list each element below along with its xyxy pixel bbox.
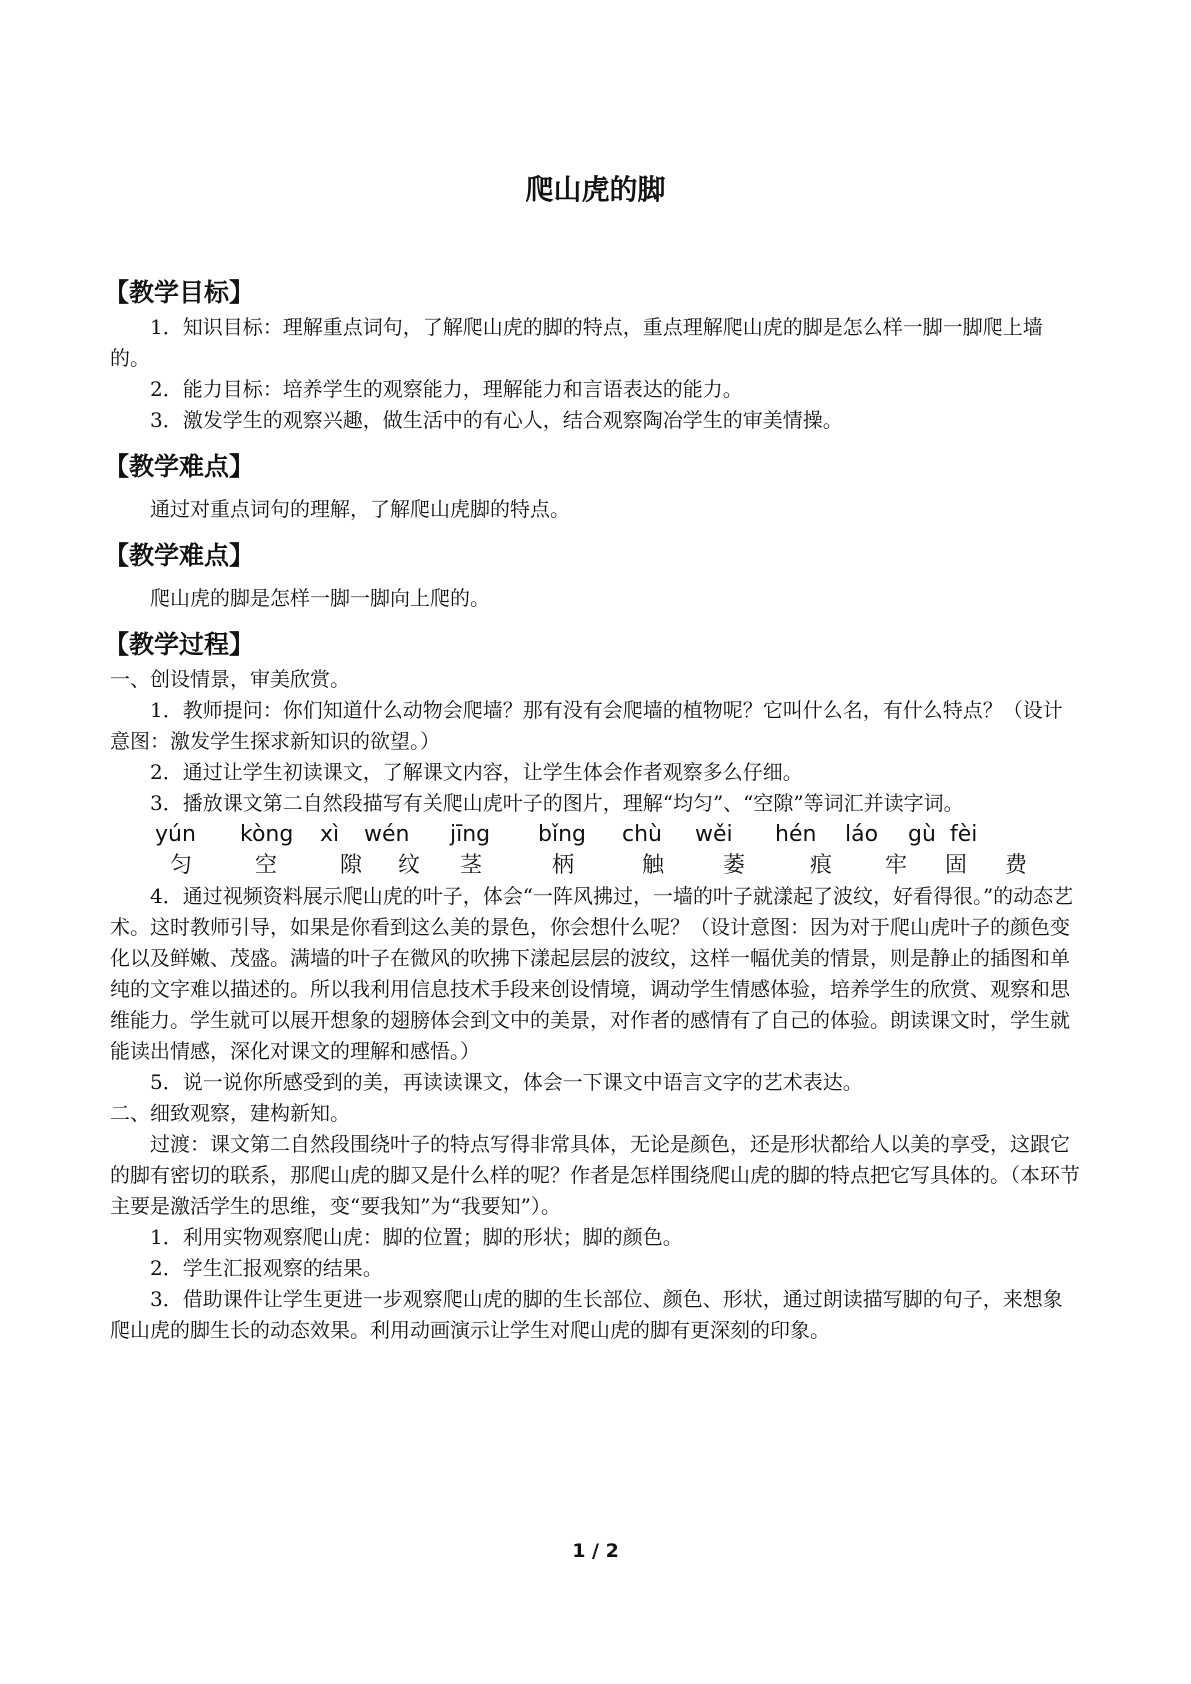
- page-title: 爬山虎的脚: [525, 173, 666, 206]
- process-item: 1．利用实物观察爬山虎：脚的位置；脚的形状；脚的颜色。: [150, 1225, 683, 1249]
- pinyin: jīng: [450, 822, 491, 847]
- process-item: 3．播放课文第二自然段描写有关爬山虎叶子的图片，理解“均匀”、“空隙”等词汇并读字词。: [150, 791, 964, 815]
- pinyin: wěi: [695, 822, 733, 847]
- pinyin: hén: [775, 822, 817, 847]
- pinyin: wén: [364, 822, 410, 847]
- process-transition: 过渡：课文第二自然段围绕叶子的特点写得非常具体，无论是颜色，还是形状都给人以美的享受，这跟它的脚有密切的联系，那爬山虎的脚又是什么样的呢？作者是怎样围绕爬山虎的脚的特点把它写具体的。（本环节主要是激活学生的思维，变“要我知”为“我要知”）。: [110, 1132, 1080, 1218]
- pinyin-row: [110, 819, 1080, 850]
- process-item: 3．借助课件让学生更进一步观察爬山虎的脚的生长部位、颜色、形状，通过朗读描写脚的句子，来想象爬山虎的脚生长的动态效果。利用动画演示让学生对爬山虎的脚有更深刻的印象。: [110, 1287, 1063, 1342]
- pinyin: láo: [845, 822, 879, 847]
- character: 牢: [885, 853, 908, 878]
- character: 柄: [552, 853, 575, 878]
- part-title: 一、创设情景，审美欣赏。: [110, 667, 350, 691]
- character: 固: [945, 853, 968, 878]
- character: 萎: [723, 853, 746, 878]
- section-heading: 【教学难点】: [104, 452, 255, 481]
- character: 纹: [398, 853, 421, 878]
- pinyin: yún: [155, 822, 196, 847]
- process-item: 5．说一说你所感受到的美，再读读课文，体会一下课文中语言文字的艺术表达。: [150, 1070, 863, 1094]
- pinyin: kòng: [240, 822, 294, 847]
- goal-item: 1．知识目标：理解重点词句，了解爬山虎的脚的特点，重点理解爬山虎的脚是怎么样一脚一脚爬上墙的。: [110, 315, 1043, 370]
- process-item: 4．通过视频资料展示爬山虎的叶子，体会“一阵风拂过，一墙的叶子就漾起了波纹，好看得很。”的动态艺术。这时教师引导，如果是你看到这么美的景色，你会想什么呢？（设计意图：因为对于爬山虎叶子的颜色变化以及鲜嫩、茂盛。满墙的叶子在微风的吹拂下漾起层层的波纹，这样一幅优美的情景，则是静止的插图和单纯的文字难以描述的。所以我利用信息技术手段来创设情境，调动学生情感体验，培养学生的欣赏、观察和思维能力。学生就可以展开想象的翅膀体会到文中的美景，对作者的感情有了自己的体验。朗读课文时，学生就能读出情感，深化对课文的理解和感悟。）: [110, 884, 1074, 1063]
- pinyin: xì: [320, 822, 340, 847]
- character: 茎: [460, 853, 483, 878]
- section-difficulty: [104, 537, 1080, 614]
- character: 痕: [810, 853, 833, 878]
- section-heading: 【教学难点】: [104, 541, 255, 570]
- pinyin: chù: [622, 822, 662, 847]
- character: 空: [255, 853, 278, 878]
- section-heading: 【教学过程】: [104, 630, 255, 659]
- pinyin: gù: [908, 822, 936, 847]
- process-item: 1．教师提问：你们知道什么动物会爬墙？那有没有会爬墙的植物呢？它叫什么名，有什么特点？（设计意图：激发学生探求新知识的欲望。）: [110, 698, 1063, 753]
- character: 匀: [170, 853, 193, 878]
- character: 隙: [340, 853, 363, 878]
- goal-item: 3．激发学生的观察兴趣，做生活中的有心人，结合观察陶冶学生的审美情操。: [150, 408, 843, 432]
- pinyin: bǐng: [538, 822, 586, 847]
- process-item: 2．学生汇报观察的结果。: [150, 1256, 383, 1280]
- section-heading: 【教学目标】: [104, 278, 255, 307]
- part-title: 二、细致观察，建构新知。: [110, 1101, 350, 1125]
- key-text: 通过对重点词句的理解，了解爬山虎脚的特点。: [150, 497, 570, 521]
- difficulty-text: 爬山虎的脚是怎样一脚一脚向上爬的。: [150, 586, 490, 610]
- section-process: [104, 626, 1080, 1346]
- process-item: 2．通过让学生初读课文，了解课文内容，让学生体会作者观察多么仔细。: [150, 760, 803, 784]
- section-key: [104, 448, 1080, 525]
- page-number: 1 / 2: [572, 1540, 619, 1562]
- document-body: [104, 274, 1080, 1358]
- pinyin: fèi: [950, 822, 978, 847]
- character: 费: [1005, 853, 1028, 878]
- char-row: [110, 850, 1080, 881]
- character: 触: [642, 853, 665, 878]
- section-goals: [104, 274, 1080, 436]
- goal-item: 2．能力目标：培养学生的观察能力，理解能力和言语表达的能力。: [150, 377, 743, 401]
